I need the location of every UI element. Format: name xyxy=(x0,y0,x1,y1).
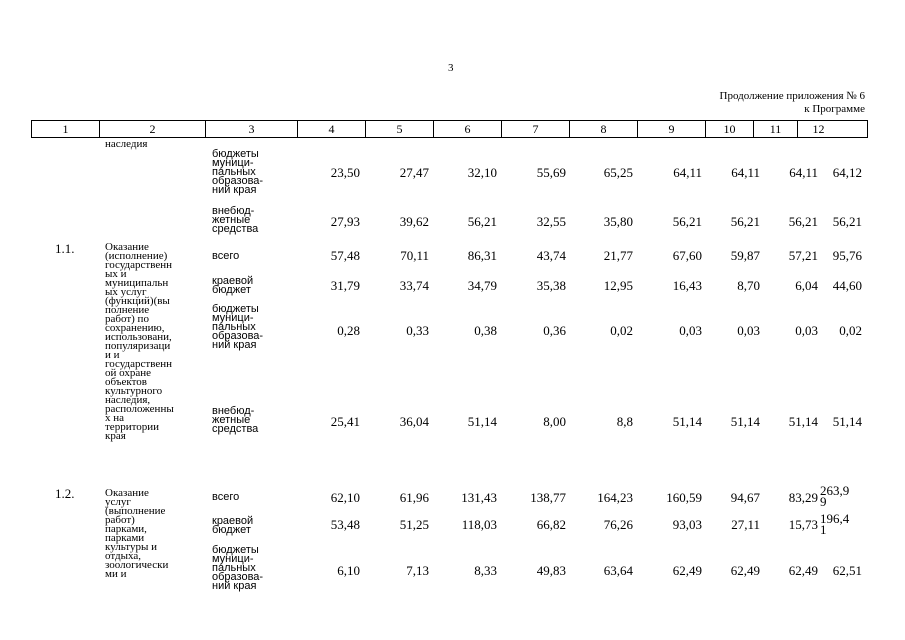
header-col-7: 7 xyxy=(502,121,570,137)
value-col-5: 36,04 xyxy=(399,414,429,429)
value-col-7: 0,36 xyxy=(543,323,566,338)
table-header xyxy=(31,120,868,138)
value-col-10: 0,03 xyxy=(737,323,760,338)
value-col-11: 0,03 xyxy=(795,323,818,338)
value-col-8: 35,80 xyxy=(603,214,633,229)
row-name: Оказание услуг (выполнение работ) парками, парками культуры и отдыха, зоологически ми и xyxy=(105,487,169,580)
value-col-6: 34,79 xyxy=(467,278,497,293)
page-number: 3 xyxy=(448,62,454,74)
value-col-12: 263,9 9 xyxy=(820,483,850,509)
value-col-4: 23,50 xyxy=(330,165,360,180)
value-col-6: 8,33 xyxy=(474,563,497,578)
value-col-6: 86,31 xyxy=(467,248,497,263)
value-col-4: 6,10 xyxy=(337,563,360,578)
header-col-5: 5 xyxy=(366,121,434,137)
value-col-8: 21,77 xyxy=(603,248,633,263)
funding-source: всего xyxy=(212,250,240,262)
value-col-11: 83,29 xyxy=(788,490,818,505)
row-number: 1.2. xyxy=(55,486,75,501)
value-col-10: 8,70 xyxy=(737,278,760,293)
header-col-9: 9 xyxy=(638,121,706,137)
value-col-10: 94,67 xyxy=(730,490,760,505)
value-col-9: 62,49 xyxy=(672,563,702,578)
value-col-5: 7,13 xyxy=(406,563,429,578)
value-col-7: 32,55 xyxy=(536,214,566,229)
value-col-12: 44,60 xyxy=(832,278,862,293)
value-col-10: 56,21 xyxy=(730,214,760,229)
value-col-8: 8,8 xyxy=(616,414,633,429)
header-col-10: 10 xyxy=(706,121,754,137)
header-col-1: 1 xyxy=(32,121,100,137)
value-col-9: 93,03 xyxy=(672,517,702,532)
value-col-9: 56,21 xyxy=(672,214,702,229)
header-col-3: 3 xyxy=(206,121,298,137)
funding-source: бюджеты муници- пальных образова- ний края xyxy=(212,303,264,351)
value-col-11: 57,21 xyxy=(788,248,818,263)
value-col-12: 64,12 xyxy=(832,165,862,180)
value-col-4: 27,93 xyxy=(330,214,360,229)
value-col-9: 64,11 xyxy=(673,165,702,180)
value-col-10: 51,14 xyxy=(730,414,760,429)
funding-source: внебюд- жетные средства xyxy=(212,405,259,435)
header-col-2: 2 xyxy=(100,121,206,137)
value-col-12: 56,21 xyxy=(832,214,862,229)
value-col-9: 16,43 xyxy=(672,278,702,293)
value-col-7: 49,83 xyxy=(536,563,566,578)
value-col-12: 0,02 xyxy=(839,323,862,338)
value-col-7: 35,38 xyxy=(536,278,566,293)
value-col-12: 62,51 xyxy=(832,563,862,578)
funding-source: внебюд- жетные средства xyxy=(212,205,259,235)
value-col-9: 51,14 xyxy=(672,414,702,429)
value-col-4: 0,28 xyxy=(337,323,360,338)
value-col-8: 65,25 xyxy=(603,165,633,180)
value-col-4: 57,48 xyxy=(330,248,360,263)
value-col-7: 43,74 xyxy=(536,248,566,263)
header-col-11: 11 xyxy=(754,121,798,137)
continuation-line-1: Продолжение приложения № 6 xyxy=(719,90,865,102)
value-col-10: 64,11 xyxy=(731,165,760,180)
value-col-5: 51,25 xyxy=(399,517,429,532)
value-col-5: 61,96 xyxy=(399,490,429,505)
value-col-12: 51,14 xyxy=(832,414,862,429)
value-col-4: 53,48 xyxy=(330,517,360,532)
continuation-line-2: к Программе xyxy=(804,103,865,115)
funding-source: бюджеты муници- пальных образова- ний края xyxy=(212,148,264,196)
value-col-6: 32,10 xyxy=(467,165,497,180)
value-col-10: 62,49 xyxy=(730,563,760,578)
value-col-11: 15,73 xyxy=(788,517,818,532)
value-col-6: 118,03 xyxy=(461,517,497,532)
value-col-4: 62,10 xyxy=(330,490,360,505)
value-col-11: 64,11 xyxy=(789,165,818,180)
value-col-4: 31,79 xyxy=(330,278,360,293)
value-col-6: 0,38 xyxy=(474,323,497,338)
value-col-7: 8,00 xyxy=(543,414,566,429)
value-col-7: 55,69 xyxy=(536,165,566,180)
continuation-note xyxy=(720,90,865,116)
value-col-10: 27,11 xyxy=(731,517,760,532)
row-number: 1.1. xyxy=(55,241,75,256)
value-col-5: 39,62 xyxy=(399,214,429,229)
funding-source: краевой бюджет xyxy=(212,515,254,536)
header-col-8: 8 xyxy=(570,121,638,137)
value-col-10: 59,87 xyxy=(730,248,760,263)
value-col-8: 164,23 xyxy=(597,490,633,505)
row-name: наследия xyxy=(105,138,148,150)
value-col-8: 12,95 xyxy=(603,278,633,293)
value-col-5: 70,11 xyxy=(400,248,429,263)
value-col-11: 62,49 xyxy=(788,563,818,578)
value-col-11: 6,04 xyxy=(795,278,818,293)
header-col-4: 4 xyxy=(298,121,366,137)
header-col-6: 6 xyxy=(434,121,502,137)
value-col-12: 95,76 xyxy=(832,248,862,263)
value-col-8: 63,64 xyxy=(603,563,633,578)
value-col-9: 67,60 xyxy=(672,248,702,263)
value-col-11: 56,21 xyxy=(788,214,818,229)
value-col-7: 66,82 xyxy=(536,517,566,532)
value-col-8: 0,02 xyxy=(610,323,633,338)
value-col-4: 25,41 xyxy=(330,414,360,429)
value-col-9: 0,03 xyxy=(679,323,702,338)
value-col-9: 160,59 xyxy=(666,490,702,505)
funding-source: бюджеты муници- пальных образова- ний края xyxy=(212,544,264,592)
value-col-11: 51,14 xyxy=(788,414,818,429)
value-col-6: 51,14 xyxy=(467,414,497,429)
row-name: Оказание (исполнение) государственн ых и муниципальн ых услуг (функций)(вы полнение работ) по сохранению, использовани, популяризаци и и государственн ой охране объектов культурного наследия, расположенны х на территории края xyxy=(105,241,174,442)
funding-source: всего xyxy=(212,491,240,503)
value-col-5: 27,47 xyxy=(399,165,429,180)
value-col-6: 56,21 xyxy=(467,214,497,229)
funding-source: краевой бюджет xyxy=(212,275,254,296)
value-col-5: 33,74 xyxy=(399,278,429,293)
value-col-12: 196,4 1 xyxy=(820,511,850,537)
header-col-12: 12 xyxy=(812,122,825,136)
value-col-5: 0,33 xyxy=(406,323,429,338)
value-col-7: 138,77 xyxy=(530,490,566,505)
value-col-6: 131,43 xyxy=(461,490,497,505)
value-col-8: 76,26 xyxy=(603,517,633,532)
